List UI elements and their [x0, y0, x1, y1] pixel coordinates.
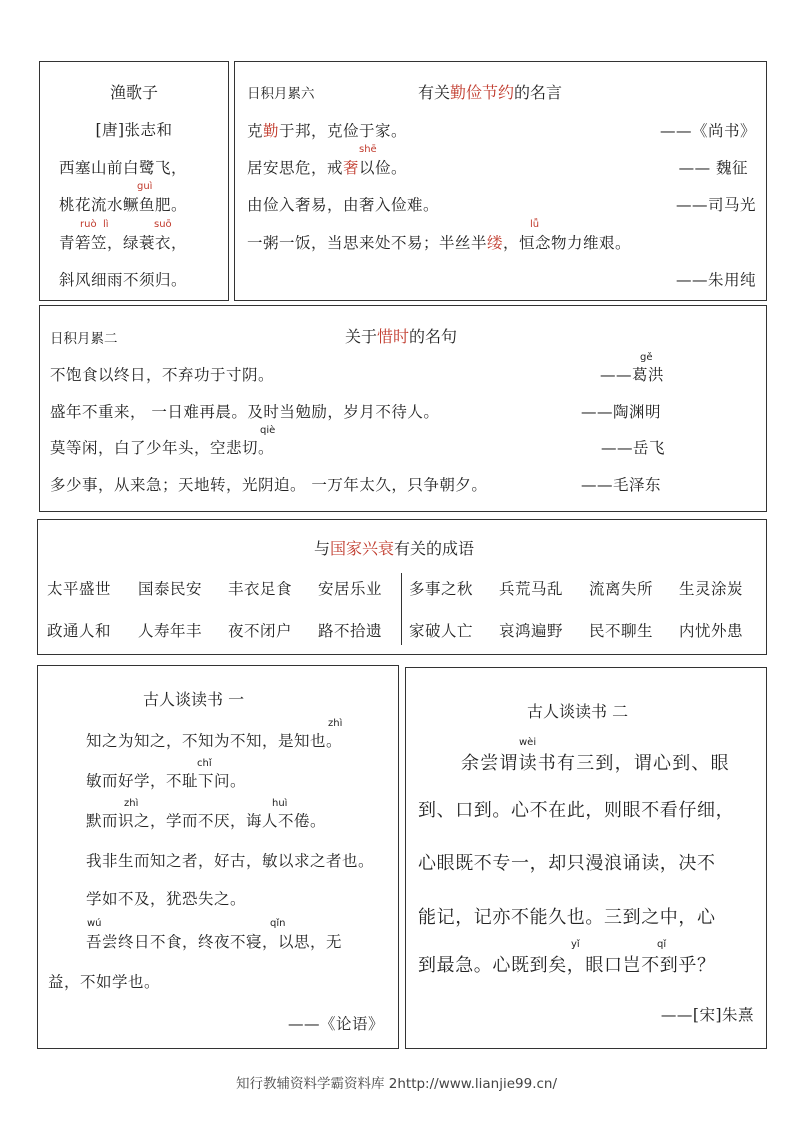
time-box: [39, 305, 767, 512]
thrift-source-3: ——司马光: [675, 196, 756, 214]
idiom-l2-3: 夜不闭户: [228, 622, 293, 640]
reading1-line-2: 敏而好学，不耻下问。: [86, 772, 247, 790]
pinyin-yi: yǐ: [571, 939, 580, 950]
idiom-l2-2: 人寿年丰: [138, 622, 203, 640]
poem-title: 渔歌子: [109, 83, 158, 102]
reading2-line-5: 到最急。心既到矣，眼口岂不到乎？: [418, 955, 716, 976]
idiom-l1-4: 安居乐业: [318, 580, 383, 598]
time-source-1: ——葛洪: [600, 366, 665, 384]
time-source-3: ——岳飞: [601, 439, 666, 457]
poem-line-3: 青箬笠，绿蓑衣，: [59, 234, 188, 252]
idiom-l1-1: 太平盛世: [47, 580, 112, 598]
reading1-line-3: 默而识之，学而不厌，诲人不倦。: [86, 812, 327, 830]
pinyin-lv: lǚ: [530, 219, 540, 230]
thrift-title-pre: 有关: [418, 83, 451, 102]
reading1-line-7: 益，不如学也。: [48, 973, 161, 991]
idiom-r2-3: 民不聊生: [589, 622, 654, 640]
page-footer: 知行教辅资料学霸资料库 2http://www.lianjie99.cn/: [235, 1076, 558, 1092]
pinyin-gui: guì: [137, 181, 153, 192]
reading2-line-4: 能记，记亦不能久也。三到之中，心: [418, 907, 716, 928]
reading1-line-1: 知之为知之，不知为不知，是知也。: [86, 732, 343, 750]
idioms-divider: [401, 573, 402, 645]
idiom-r1-1: 多事之秋: [409, 580, 474, 598]
pinyin-li: lì: [103, 219, 109, 230]
time-tag: 日积月累二: [50, 331, 118, 347]
reading2-box: [405, 667, 767, 1049]
idiom-r2-2: 哀鸿遍野: [499, 622, 564, 640]
thrift-title-post: 的名言: [514, 83, 563, 102]
thrift-quote-1: 克勤于邦，克俭于家。: [247, 122, 408, 140]
time-quote-1: 不饱食以终日，不弃功于寸阴。: [50, 366, 275, 384]
reading1-line-5: 学如不及，犹恐失之。: [86, 890, 247, 908]
time-quote-4: 多少事，从来急；天地转，光阴迫。 一万年太久，只争朝夕。: [50, 476, 488, 494]
thrift-quote-2: 居安思危，戒奢以俭。: [247, 159, 408, 177]
poem-line-1: 西塞山前白鹭飞，: [59, 159, 188, 177]
pinyin-hui: huì: [272, 798, 288, 809]
time-quote-3: 莫等闲，白了少年头，空悲切。: [50, 439, 275, 457]
reading2-line-2: 到、口到。心不在此，则眼不看仔细，: [418, 800, 735, 821]
poem-author: [唐]张志和: [95, 121, 173, 139]
thrift-title-red: 勤俭节约: [450, 83, 515, 102]
idiom-r2-4: 内忧外患: [679, 622, 744, 640]
time-source-4: ——毛泽东: [581, 476, 662, 494]
pinyin-qie: qiè: [260, 425, 276, 436]
reading1-box: [37, 665, 399, 1049]
reading2-source: ——[宋]朱熹: [660, 1006, 754, 1024]
reading2-line-1: 余尝谓读书有三到，谓心到、眼: [461, 753, 730, 774]
pinyin-ge: gě: [640, 352, 653, 363]
pinyin-suo: suō: [154, 219, 172, 230]
pinyin-wu: wú: [87, 918, 102, 929]
idiom-r2-1: 家破人亡: [409, 622, 474, 640]
reading1-source: ——《论语》: [287, 1015, 384, 1033]
thrift-title: [418, 80, 562, 103]
pinyin-she: shē: [359, 144, 377, 155]
poem-line-2: 桃花流水鳜鱼肥。: [59, 196, 188, 214]
thrift-source-4: ——朱用纯: [675, 271, 756, 289]
poem-box: [39, 61, 229, 301]
pinyin-ruo: ruò: [80, 219, 97, 230]
pinyin-wei: wèi: [519, 737, 537, 748]
thrift-source-2: —— 魏征: [678, 159, 748, 177]
thrift-box: [234, 61, 767, 301]
pinyin-qin: qǐn: [270, 918, 286, 929]
time-quote-2: 盛年不重来， 一日难再晨。及时当勉励，岁月不待人。: [50, 403, 440, 421]
idiom-r1-2: 兵荒马乱: [499, 580, 564, 598]
thrift-tag: 日积月累六: [247, 86, 315, 102]
reading2-line-3: 心眼既不专一，却只漫浪诵读，决不: [418, 853, 716, 874]
time-source-2: ——陶渊明: [581, 403, 662, 421]
idiom-l2-1: 政通人和: [47, 622, 112, 640]
pinyin-zhi-2: zhì: [124, 798, 139, 809]
thrift-quote-4: 一粥一饭，当思来处不易；半丝半缕，恒念物力维艰。: [247, 234, 632, 252]
pinyin-chi: chǐ: [197, 758, 212, 769]
idioms-box: [37, 519, 767, 655]
reading2-title: 古人谈读书 二: [527, 702, 629, 721]
time-title: 关于惜时的名句: [345, 327, 458, 346]
idiom-r1-4: 生灵涂炭: [679, 580, 744, 598]
thrift-quote-3: 由俭入奢易，由奢入俭难。: [247, 196, 440, 214]
pinyin-zhi-1: zhì: [328, 718, 343, 729]
idioms-title: 与国家兴衰有关的成语: [314, 539, 475, 558]
reading1-line-4: 我非生而知之者，好古，敏以求之者也。: [86, 852, 375, 870]
reading1-title: 古人谈读书 一: [143, 690, 245, 709]
thrift-source-1: ——《尚书》: [659, 122, 756, 140]
idiom-l1-3: 丰衣足食: [228, 580, 293, 598]
idiom-l2-4: 路不拾遗: [318, 622, 383, 640]
idiom-l1-2: 国泰民安: [138, 580, 203, 598]
pinyin-qi: qǐ: [657, 939, 667, 950]
idiom-r1-3: 流离失所: [589, 580, 654, 598]
poem-line-4: 斜风细雨不须归。: [59, 271, 188, 289]
reading1-line-6: 吾尝终日不食，终夜不寝，以思，无: [86, 933, 343, 951]
